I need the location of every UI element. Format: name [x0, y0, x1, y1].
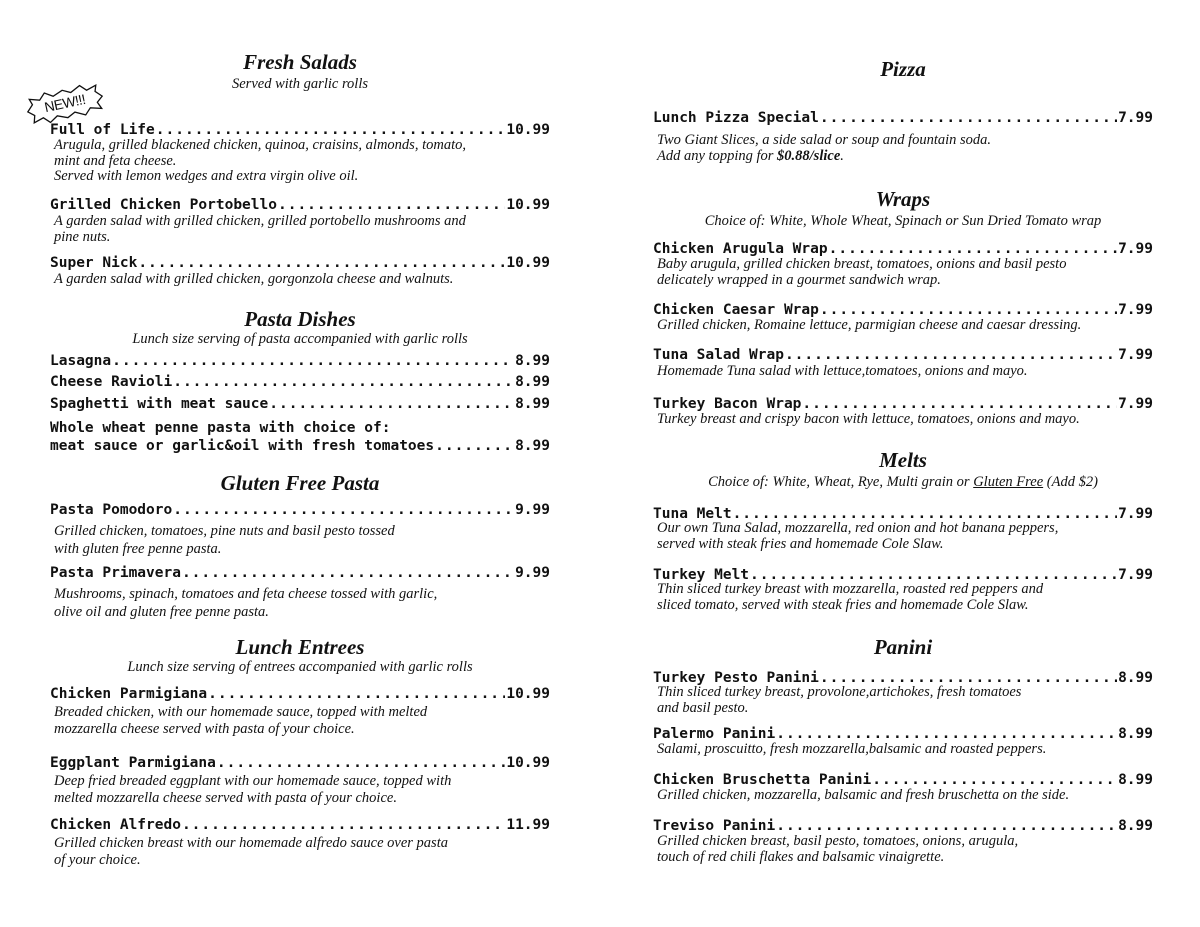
item-price: 8.99: [515, 353, 550, 369]
leader-dots: [820, 109, 1117, 127]
menu-item-grilled-chicken-portobello: [50, 196, 550, 214]
item-description: Grilled chicken breast with our homemade alfredo sauce over pasta of your choice.: [54, 835, 448, 868]
item-price: 10.99: [506, 755, 550, 771]
section-title-panini: Panini: [873, 635, 933, 659]
item-name: Chicken Bruschetta Panini: [653, 772, 872, 788]
leader-dots: [278, 196, 505, 214]
item-name: Full of Life: [50, 122, 155, 138]
item-name: meat sauce or garlic&oil with fresh tomatoes: [50, 438, 435, 454]
item-description: Deep fried breaded eggplant with our homemade sauce, topped with melted mozzarella cheese served with pasta of your choice.: [54, 773, 452, 806]
section-title-wraps: Wraps: [875, 187, 931, 211]
menu-item-pasta-primavera: [50, 564, 550, 582]
leader-dots: [785, 346, 1117, 364]
leader-dots: [435, 437, 514, 455]
item-price: 7.99: [1118, 567, 1153, 583]
section-subtitle-fresh-salads: Served with garlic rolls: [232, 76, 368, 92]
item-price: 10.99: [506, 255, 550, 271]
item-name: Whole wheat penne pasta with choice of:: [50, 420, 391, 436]
section-subtitle-melts: [653, 474, 1153, 491]
leader-dots: [182, 816, 505, 834]
menu-item-chicken-parmigiana: [50, 685, 550, 703]
item-price: 8.99: [1118, 772, 1153, 788]
item-name: Eggplant Parmigiana: [50, 755, 216, 771]
item-price: 10.99: [506, 686, 550, 702]
menu-item-pasta-pomodoro: [50, 501, 550, 519]
item-name: Pasta Pomodoro: [50, 502, 173, 518]
item-description: Grilled chicken, Romaine lettuce, parmigian cheese and caesar dressing.: [657, 317, 1082, 333]
item-price: 7.99: [1118, 396, 1153, 412]
topping-price: $0.88/slice: [777, 147, 841, 164]
item-price: 8.99: [1118, 818, 1153, 834]
menu-item-whole-wheat-penne-heading: [50, 419, 550, 437]
item-name: Turkey Pesto Panini: [653, 670, 819, 686]
item-price: 9.99: [515, 565, 550, 581]
menu-item-whole-wheat-penne: [50, 437, 550, 455]
item-name: Chicken Arugula Wrap: [653, 241, 828, 257]
item-price: 8.99: [515, 374, 550, 390]
desc-end: .: [840, 147, 844, 164]
item-name: Grilled Chicken Portobello: [50, 197, 277, 213]
section-title-pasta-dishes: Pasta Dishes: [244, 307, 356, 331]
item-name: Treviso Panini: [653, 818, 776, 834]
item-name: Tuna Salad Wrap: [653, 347, 784, 363]
gluten-free-text: Gluten Free: [973, 474, 1044, 490]
item-name: Palermo Panini: [653, 726, 776, 742]
item-price: 8.99: [1118, 670, 1153, 686]
leader-dots: [208, 685, 505, 703]
leader-dots: [138, 254, 505, 272]
item-price: 7.99: [1118, 241, 1153, 257]
leader-dots: [112, 352, 514, 370]
item-price: 7.99: [1118, 302, 1153, 318]
item-description: Grilled chicken breast, basil pesto, tomatoes, onions, arugula, touch of red chili flakes and balsamic vinaigrette.: [657, 833, 1019, 865]
item-price: 8.99: [1118, 726, 1153, 742]
section-subtitle-pasta-dishes: Lunch size serving of pasta accompanied with garlic rolls: [132, 331, 468, 347]
item-name: Spaghetti with meat sauce: [50, 396, 269, 412]
item-price: 7.99: [1118, 347, 1153, 363]
melts-choice-text: Choice of: White, Wheat, Rye, Multi grain or: [708, 474, 974, 490]
menu-item-eggplant-parmigiana: [50, 754, 550, 772]
item-description: Arugula, grilled blackened chicken, quinoa, craisins, almonds, tomato, mint and feta cheese. Served with lemon wedges and extra virgin olive oil.: [54, 137, 466, 184]
leader-dots: [173, 501, 514, 519]
section-title-gluten-free-pasta: Gluten Free Pasta: [220, 471, 380, 495]
item-description: Our own Tuna Salad, mozzarella, red onion and hot banana peppers, served with steak fries and homemade Cole Slaw.: [657, 520, 1059, 552]
item-price: 10.99: [506, 122, 550, 138]
item-description: Grilled chicken, tomatoes, pine nuts and basil pesto tossed with gluten free penne pasta.: [54, 523, 395, 557]
item-name: Chicken Alfredo: [50, 817, 181, 833]
item-description: Mushrooms, spinach, tomatoes and feta cheese tossed with garlic, olive oil and gluten free penne pasta.: [54, 586, 438, 620]
item-name: Turkey Melt: [653, 567, 750, 583]
menu-item-lunch-pizza-special: [653, 109, 1153, 127]
item-price: 7.99: [1118, 506, 1153, 522]
leader-dots: [269, 395, 514, 413]
menu-item-lasagna: [50, 352, 550, 370]
item-name: Chicken Parmigiana: [50, 686, 208, 702]
item-name: Cheese Ravioli: [50, 374, 173, 390]
item-description: Breaded chicken, with our homemade sauce, topped with melted mozzarella cheese served with pasta of your choice.: [54, 704, 428, 737]
item-description: [657, 133, 1147, 164]
menu-item-spaghetti: [50, 395, 550, 413]
item-name: Lunch Pizza Special: [653, 110, 819, 126]
item-name: Chicken Caesar Wrap: [653, 302, 819, 318]
item-description: Grilled chicken, mozzarella, balsamic and fresh bruschetta on the side.: [657, 787, 1070, 803]
item-name: Lasagna: [50, 353, 112, 369]
menu-item-chicken-alfredo: [50, 816, 550, 834]
item-price: 10.99: [506, 197, 550, 213]
item-name: Pasta Primavera: [50, 565, 181, 581]
leader-dots: [217, 754, 505, 772]
item-name: Turkey Bacon Wrap: [653, 396, 802, 412]
section-subtitle-lunch-entrees: Lunch size serving of entrees accompanied with garlic rolls: [127, 659, 473, 675]
item-description: A garden salad with grilled chicken, grilled portobello mushrooms and pine nuts.: [54, 213, 466, 245]
melts-add-text: (Add $2): [1043, 474, 1098, 490]
leader-dots: [182, 564, 514, 582]
item-price: 11.99: [506, 817, 550, 833]
item-description: Turkey breast and crispy bacon with lettuce, tomatoes, onions and mayo.: [657, 411, 1080, 427]
item-price: 9.99: [515, 502, 550, 518]
item-price: 8.99: [515, 438, 550, 454]
new-badge-label: NEW!!!: [42, 90, 87, 116]
menu-item-super-nick: [50, 254, 550, 272]
item-description: A garden salad with grilled chicken, gorgonzola cheese and walnuts.: [54, 271, 454, 287]
item-name: Tuna Melt: [653, 506, 732, 522]
menu-item-cheese-ravioli: [50, 373, 550, 391]
item-description: Salami, proscuitto, fresh mozzarella,balsamic and roasted peppers.: [657, 741, 1047, 757]
item-name: Super Nick: [50, 255, 138, 271]
menu-item-tuna-salad-wrap: [653, 346, 1153, 364]
item-price: 7.99: [1118, 110, 1153, 126]
section-subtitle-wraps: Choice of: White, Whole Wheat, Spinach or Sun Dried Tomato wrap: [704, 213, 1102, 229]
desc-text: Two Giant Slices, a side salad or soup and fountain soda. Add any topping for: [657, 132, 992, 164]
item-price: 8.99: [515, 396, 550, 412]
item-description: Homemade Tuna salad with lettuce,tomatoes, onions and mayo.: [657, 363, 1028, 379]
section-title-pizza: Pizza: [880, 57, 926, 81]
section-title-fresh-salads: Fresh Salads: [243, 50, 357, 74]
section-title-melts: Melts: [879, 448, 927, 472]
leader-dots: [173, 373, 514, 391]
item-description: Thin sliced turkey breast, provolone,artichokes, fresh tomatoes and basil pesto.: [657, 684, 1022, 716]
section-title-lunch-entrees: Lunch Entrees: [235, 635, 365, 659]
item-description: Baby arugula, grilled chicken breast, tomatoes, onions and basil pesto delicately wrapped in a gourmet sandwich wrap.: [657, 256, 1067, 288]
item-description: Thin sliced turkey breast with mozzarella, roasted red peppers and sliced tomato, served with steak fries and homemade Cole Slaw.: [657, 581, 1044, 613]
